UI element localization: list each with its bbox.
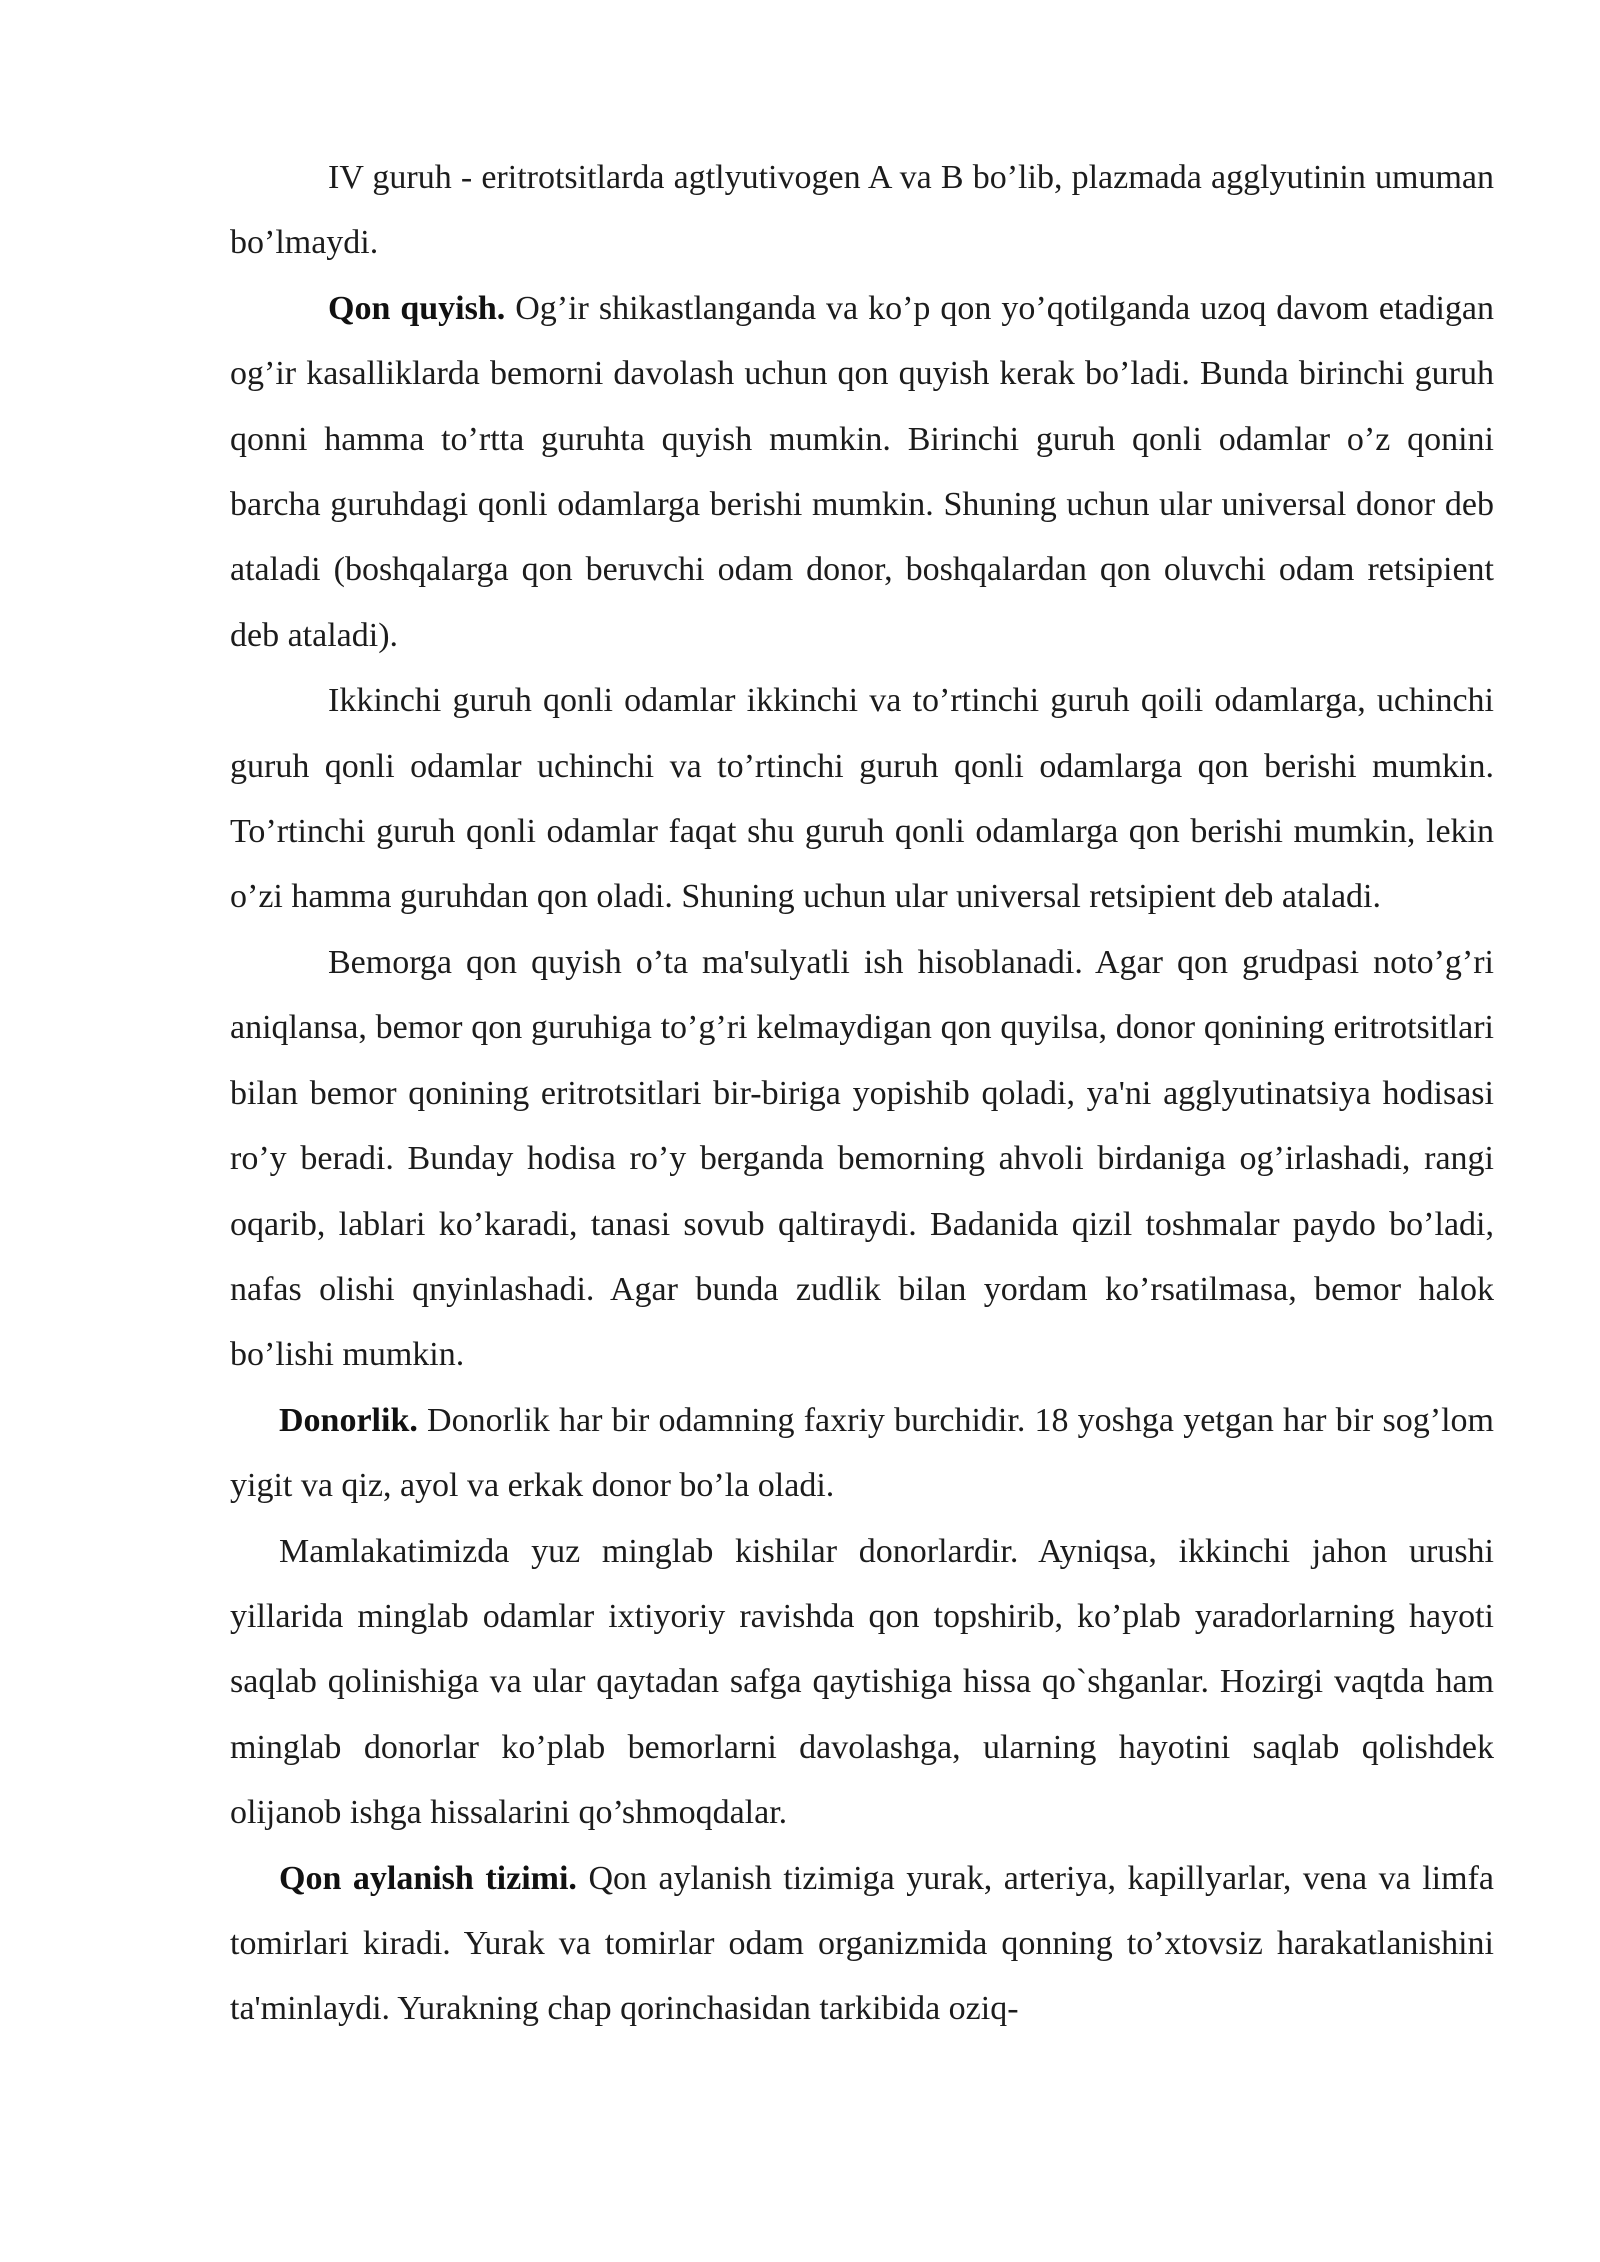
paragraph-text: Mamlakatimizda yuz minglab kishilar donorlardir. Ayniqsa, ikkinchi jahon urushi yillarida minglab odamlar ixtiyoriy ravishda qon topshirib, ko’plab yaradorlarning hayoti saqlab qolinishiga va ular qaytadan safga qaytishiga hissa qo`shganlar. Hozirgi vaqtda ham minglab donorlar ko’plab bemorlarni davolashga, ularning hayotini saqlab qolishdek olijanob ishga hissalarini qo’shmoqdalar. [230, 1532, 1494, 1832]
paragraph-qon-quyish [230, 276, 1494, 668]
paragraph-text: Qon aylanish tizimiga yurak, arteriya, kapillyarlar, vena va limfa tomirlari kiradi. Yurak va tomirlar odam organizmida qonning to’xtovsiz harakatlanishini ta'minlaydi. Yurakning chap qorinchasidan tarkibida oziq- [230, 1859, 1494, 2028]
section-heading: Donorlik. [279, 1401, 418, 1439]
paragraph-bemorga [230, 930, 1494, 1388]
paragraph-text: Ikkinchi guruh qonli odamlar ikkinchi va to’rtinchi guruh qoili odamlarga, uchinchi guruh qonli odamlar uchinchi va to’rtinchi guruh qonli odamlarga qon berishi mumkin. To’rtinchi guruh qonli odamlar faqat shu guruh qonli odamlarga qon berishi mumkin, lekin o’zi hamma guruhdan qon oladi. Shuning uchun ular universal retsipient deb ataladi. [230, 682, 1494, 916]
section-heading: Qon aylanish tizimi. [279, 1859, 577, 1897]
paragraph-iv-guruh [230, 145, 1494, 276]
paragraph-mamlakatimizda [230, 1519, 1494, 1846]
paragraph-text: Donorlik har bir odamning faxriy burchidir. 18 yoshga yetgan har bir sog’lom yigit va qiz, ayol va erkak donor bo’la oladi. [230, 1401, 1494, 1505]
paragraph-text: Og’ir shikastlanganda va ko’p qon yo’qotilganda uzoq davom etadigan og’ir kasalliklarda bemorni davolash uchun qon quyish kerak bo’ladi. Bunda birinchi guruh qonni hamma to’rtta guruhta quyish mumkin. Birinchi guruh qonli odamlar o’z qonini barcha guruhdagi qonli odamlarga berishi mumkin. Shuning uchun ular universal donor deb ataladi (boshqalarga qon beruvchi odam donor, boshqalardan qon oluvchi odam retsipient deb ataladi). [230, 289, 1494, 654]
paragraph-qon-aylanish [230, 1846, 1494, 2042]
paragraph-text: IV guruh - eritrotsitlarda agtlyutivogen A va B bo’lib, plazmada agglyutinin umuman bo’lmaydi. [230, 159, 1494, 262]
paragraph-ikkinchi-guruh [230, 668, 1494, 930]
document-page [230, 145, 1494, 2042]
section-heading: Qon quyish. [328, 289, 506, 327]
paragraph-donorlik [230, 1388, 1494, 1519]
paragraph-text: Bemorga qon quyish o’ta ma'sulyatli ish hisoblanadi. Agar qon grudpasi noto’g’ri aniqlansa, bemor qon guruhiga to’g’ri kelmaydigan qon quyilsa, donor qonining eritrotsitlari bilan bemor qonining eritrotsitlari bir-biriga yopishib qoladi, ya'ni agglyutinatsiya hodisasi ro’y beradi. Bunday hodisa ro’y berganda bemorning ahvoli birdaniga og’irlashadi, rangi oqarib, lablari ko’karadi, tanasi sovub qaltiraydi. Badanida qizil toshmalar paydo bo’ladi, nafas olishi qnyinlashadi. Agar bunda zudlik bilan yordam ko’rsatilmasa, bemor halok bo’lishi mumkin. [230, 943, 1494, 1374]
